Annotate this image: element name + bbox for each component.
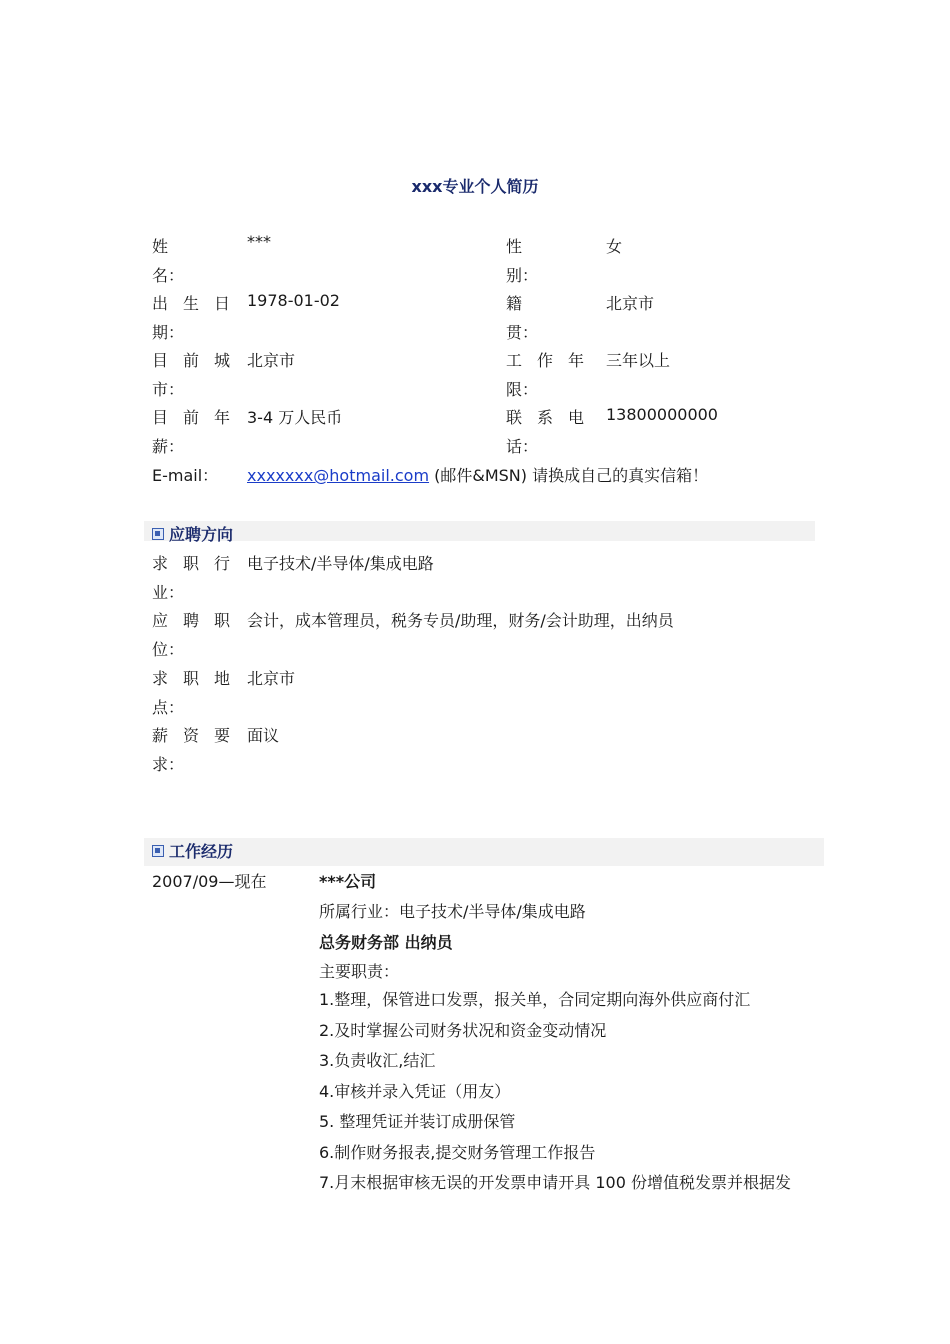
- gender-value: 女: [606, 237, 623, 256]
- phone-label-line2: 话：: [506, 437, 539, 456]
- work-duty-item: 4.审核并录入凭证（用友）: [319, 1082, 511, 1101]
- work-heading: 工作经历: [152, 839, 233, 862]
- years-label-line2: 限：: [506, 380, 539, 399]
- work-company: ***公司: [319, 872, 377, 891]
- intent-location-value: 北京市: [247, 669, 296, 688]
- gender-label-line1: 性: [506, 237, 523, 256]
- city-label-line1: 目 前 城: [152, 351, 231, 370]
- city-value: 北京市: [247, 351, 296, 370]
- salary-label-line1: 目 前 年: [152, 408, 231, 427]
- work-duty-item: 5. 整理凭证并装订成册保管: [319, 1112, 516, 1131]
- work-dept: 总务财务部 出纳员: [319, 933, 453, 952]
- email-label: E-mail：: [152, 466, 219, 485]
- email-row: [247, 463, 708, 486]
- intent-salary-value: 面议: [247, 726, 280, 745]
- salary-value: 3-4 万人民币: [247, 408, 343, 427]
- birth-label-line2: 期：: [152, 323, 185, 342]
- intent-section-bar: [144, 521, 815, 541]
- intent-location-label: 求 职 地: [152, 669, 231, 688]
- phone-label-line1: 联 系 电: [506, 408, 585, 427]
- work-duty-item: 7.月末根据审核无误的开发票申请开具 100 份增值税发票并根据发: [319, 1173, 791, 1192]
- native-label-line2: 贯：: [506, 323, 539, 342]
- page-title: xxx专业个人简历: [411, 177, 539, 196]
- email-link[interactable]: xxxxxxx@hotmail.com: [247, 466, 430, 485]
- intent-position-value: 会计，成本管理员，税务专员/助理，财务/会计助理，出纳员: [247, 611, 674, 630]
- work-period: 2007/09—现在: [152, 872, 267, 891]
- work-section-bar: [144, 838, 824, 866]
- work-duty-item: 2.及时掌握公司财务状况和资金变动情况: [319, 1021, 607, 1040]
- work-duty-item: 1.整理，保管进口发票，报关单，合同定期向海外供应商付汇: [319, 990, 751, 1009]
- work-duties-label: 主要职责：: [319, 962, 400, 981]
- work-duty-item: 3.负责收汇,结汇: [319, 1051, 436, 1070]
- intent-industry-label: 求 职 行: [152, 554, 231, 573]
- intent-location-label-line2: 点：: [152, 698, 185, 717]
- email-note: (邮件&MSN) 请换成自己的真实信箱！: [429, 466, 709, 485]
- birth-label-line1: 出 生 日: [152, 294, 231, 313]
- intent-industry-label-line2: 业：: [152, 583, 185, 602]
- section-arrow-icon: [152, 528, 164, 540]
- native-label-line1: 籍: [506, 294, 523, 313]
- name-label-line2: 名：: [152, 266, 185, 285]
- work-industry: 所属行业：电子技术/半导体/集成电路: [319, 902, 586, 921]
- intent-position-label: 应 聘 职: [152, 611, 231, 630]
- name-label-line1: 姓: [152, 237, 169, 256]
- intent-heading: 应聘方向: [152, 522, 233, 545]
- intent-salary-label-line2: 求：: [152, 755, 185, 774]
- intent-position-label-line2: 位：: [152, 640, 185, 659]
- phone-value: 13800000000: [606, 405, 718, 424]
- years-label-line1: 工 作 年: [506, 351, 585, 370]
- name-value: ***: [247, 232, 271, 251]
- birth-value: 1978-01-02: [247, 291, 340, 310]
- years-value: 三年以上: [606, 351, 671, 370]
- city-label-line2: 市：: [152, 380, 185, 399]
- salary-label-line2: 薪：: [152, 437, 185, 456]
- native-value: 北京市: [606, 294, 655, 313]
- gender-label-line2: 别：: [506, 266, 539, 285]
- work-duty-item: 6.制作财务报表,提交财务管理工作报告: [319, 1143, 596, 1162]
- section-arrow-icon: [152, 845, 164, 857]
- intent-salary-label: 薪 资 要: [152, 726, 231, 745]
- intent-industry-value: 电子技术/半导体/集成电路: [247, 554, 434, 573]
